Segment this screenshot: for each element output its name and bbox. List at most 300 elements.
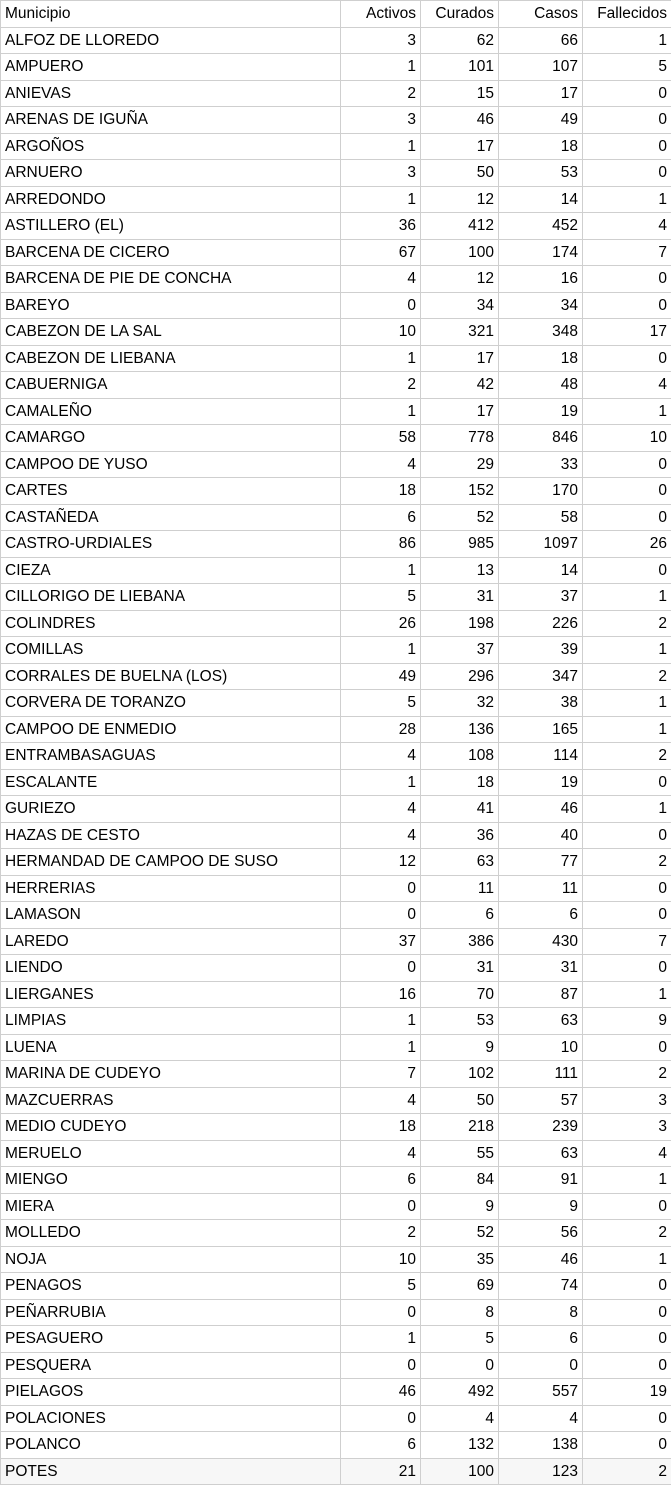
table-row[interactable] bbox=[1, 1299, 671, 1326]
cell-fallecidos[interactable]: 0 bbox=[583, 557, 671, 584]
table-row[interactable] bbox=[1, 663, 671, 690]
table-row[interactable] bbox=[1, 1326, 671, 1353]
table-row[interactable] bbox=[1, 213, 671, 240]
table-row[interactable] bbox=[1, 398, 671, 425]
cell-municipio[interactable]: COLINDRES bbox=[1, 610, 341, 637]
cell-fallecidos[interactable]: 3 bbox=[583, 1087, 671, 1114]
cell-casos[interactable]: 557 bbox=[499, 1379, 583, 1406]
cell-curados[interactable]: 17 bbox=[421, 345, 499, 372]
cell-municipio[interactable]: BAREYO bbox=[1, 292, 341, 319]
cell-municipio[interactable]: ARGOÑOS bbox=[1, 133, 341, 160]
cell-fallecidos[interactable]: 0 bbox=[583, 1352, 671, 1379]
table-row[interactable] bbox=[1, 27, 671, 54]
cell-municipio[interactable]: GURIEZO bbox=[1, 796, 341, 823]
cell-casos[interactable]: 48 bbox=[499, 372, 583, 399]
cell-curados[interactable]: 152 bbox=[421, 478, 499, 505]
cell-municipio[interactable]: ARENAS DE IGUÑA bbox=[1, 107, 341, 134]
cell-activos[interactable]: 1 bbox=[341, 557, 421, 584]
cell-curados[interactable]: 386 bbox=[421, 928, 499, 955]
table-row[interactable] bbox=[1, 1008, 671, 1035]
cell-casos[interactable]: 17 bbox=[499, 80, 583, 107]
cell-municipio[interactable]: POLACIONES bbox=[1, 1405, 341, 1432]
cell-activos[interactable]: 28 bbox=[341, 716, 421, 743]
cell-activos[interactable]: 0 bbox=[341, 955, 421, 982]
cell-municipio[interactable]: CABEZON DE LIEBANA bbox=[1, 345, 341, 372]
cell-municipio[interactable]: HAZAS DE CESTO bbox=[1, 822, 341, 849]
cell-fallecidos[interactable]: 0 bbox=[583, 266, 671, 293]
cell-casos[interactable]: 46 bbox=[499, 1246, 583, 1273]
cell-casos[interactable]: 18 bbox=[499, 133, 583, 160]
cell-casos[interactable]: 6 bbox=[499, 902, 583, 929]
cell-curados[interactable]: 46 bbox=[421, 107, 499, 134]
cell-activos[interactable]: 36 bbox=[341, 213, 421, 240]
cell-municipio[interactable]: MARINA DE CUDEYO bbox=[1, 1061, 341, 1088]
table-row[interactable] bbox=[1, 345, 671, 372]
cell-activos[interactable]: 10 bbox=[341, 319, 421, 346]
cell-municipio[interactable]: CABEZON DE LA SAL bbox=[1, 319, 341, 346]
cell-fallecidos[interactable]: 1 bbox=[583, 1167, 671, 1194]
cell-curados[interactable]: 9 bbox=[421, 1034, 499, 1061]
cell-fallecidos[interactable]: 1 bbox=[583, 27, 671, 54]
cell-fallecidos[interactable]: 2 bbox=[583, 849, 671, 876]
cell-municipio[interactable]: PENAGOS bbox=[1, 1273, 341, 1300]
cell-casos[interactable]: 34 bbox=[499, 292, 583, 319]
table-row[interactable] bbox=[1, 54, 671, 81]
cell-municipio[interactable]: CAMPOO DE ENMEDIO bbox=[1, 716, 341, 743]
cell-curados[interactable]: 12 bbox=[421, 186, 499, 213]
cell-fallecidos[interactable]: 0 bbox=[583, 1299, 671, 1326]
cell-fallecidos[interactable]: 2 bbox=[583, 1061, 671, 1088]
cell-curados[interactable]: 31 bbox=[421, 584, 499, 611]
cell-casos[interactable]: 57 bbox=[499, 1087, 583, 1114]
cell-casos[interactable]: 56 bbox=[499, 1220, 583, 1247]
cell-activos[interactable]: 4 bbox=[341, 822, 421, 849]
cell-municipio[interactable]: CIEZA bbox=[1, 557, 341, 584]
cell-activos[interactable]: 2 bbox=[341, 80, 421, 107]
table-row[interactable] bbox=[1, 796, 671, 823]
cell-fallecidos[interactable]: 9 bbox=[583, 1008, 671, 1035]
cell-curados[interactable]: 41 bbox=[421, 796, 499, 823]
cell-curados[interactable]: 84 bbox=[421, 1167, 499, 1194]
cell-municipio[interactable]: MERUELO bbox=[1, 1140, 341, 1167]
cell-activos[interactable]: 0 bbox=[341, 875, 421, 902]
cell-activos[interactable]: 0 bbox=[341, 902, 421, 929]
cell-casos[interactable]: 846 bbox=[499, 425, 583, 452]
table-row[interactable] bbox=[1, 1087, 671, 1114]
cell-fallecidos[interactable]: 5 bbox=[583, 54, 671, 81]
cell-curados[interactable]: 296 bbox=[421, 663, 499, 690]
table-row[interactable] bbox=[1, 743, 671, 770]
cell-casos[interactable]: 1097 bbox=[499, 531, 583, 558]
cell-casos[interactable]: 170 bbox=[499, 478, 583, 505]
cell-municipio[interactable]: LAREDO bbox=[1, 928, 341, 955]
cell-municipio[interactable]: HERMANDAD DE CAMPOO DE SUSO bbox=[1, 849, 341, 876]
table-row[interactable] bbox=[1, 769, 671, 796]
cell-municipio[interactable]: MIENGO bbox=[1, 1167, 341, 1194]
cell-curados[interactable]: 4 bbox=[421, 1405, 499, 1432]
cell-curados[interactable]: 42 bbox=[421, 372, 499, 399]
cell-casos[interactable]: 14 bbox=[499, 186, 583, 213]
cell-casos[interactable]: 239 bbox=[499, 1114, 583, 1141]
table-row[interactable] bbox=[1, 1432, 671, 1459]
cell-casos[interactable]: 348 bbox=[499, 319, 583, 346]
table-row[interactable] bbox=[1, 690, 671, 717]
cell-fallecidos[interactable]: 7 bbox=[583, 928, 671, 955]
cell-curados[interactable]: 17 bbox=[421, 133, 499, 160]
table-row[interactable] bbox=[1, 372, 671, 399]
cell-curados[interactable]: 18 bbox=[421, 769, 499, 796]
cell-casos[interactable]: 53 bbox=[499, 160, 583, 187]
cell-municipio[interactable]: CAMARGO bbox=[1, 425, 341, 452]
cell-municipio[interactable]: ASTILLERO (EL) bbox=[1, 213, 341, 240]
cell-activos[interactable]: 67 bbox=[341, 239, 421, 266]
cell-activos[interactable]: 3 bbox=[341, 160, 421, 187]
cell-curados[interactable]: 12 bbox=[421, 266, 499, 293]
table-row[interactable] bbox=[1, 1273, 671, 1300]
cell-municipio[interactable]: PESQUERA bbox=[1, 1352, 341, 1379]
table-row[interactable] bbox=[1, 531, 671, 558]
cell-casos[interactable]: 0 bbox=[499, 1352, 583, 1379]
cell-fallecidos[interactable]: 0 bbox=[583, 1193, 671, 1220]
table-row[interactable] bbox=[1, 1405, 671, 1432]
table-row[interactable] bbox=[1, 504, 671, 531]
cell-curados[interactable]: 136 bbox=[421, 716, 499, 743]
cell-municipio[interactable]: CAMALEÑO bbox=[1, 398, 341, 425]
table-row[interactable] bbox=[1, 637, 671, 664]
cell-municipio[interactable]: LAMASON bbox=[1, 902, 341, 929]
table-row[interactable] bbox=[1, 716, 671, 743]
cell-municipio[interactable]: AMPUERO bbox=[1, 54, 341, 81]
table-row[interactable] bbox=[1, 425, 671, 452]
cell-activos[interactable]: 0 bbox=[341, 1405, 421, 1432]
table-row[interactable] bbox=[1, 1379, 671, 1406]
cell-activos[interactable]: 1 bbox=[341, 398, 421, 425]
cell-activos[interactable]: 0 bbox=[341, 292, 421, 319]
cell-activos[interactable]: 3 bbox=[341, 107, 421, 134]
cell-casos[interactable]: 9 bbox=[499, 1193, 583, 1220]
cell-municipio[interactable]: POLANCO bbox=[1, 1432, 341, 1459]
cell-fallecidos[interactable]: 1 bbox=[583, 186, 671, 213]
cell-fallecidos[interactable]: 0 bbox=[583, 292, 671, 319]
cell-municipio[interactable]: BARCENA DE CICERO bbox=[1, 239, 341, 266]
cell-municipio[interactable]: LUENA bbox=[1, 1034, 341, 1061]
cell-curados[interactable]: 52 bbox=[421, 504, 499, 531]
cell-fallecidos[interactable]: 2 bbox=[583, 743, 671, 770]
cell-fallecidos[interactable]: 0 bbox=[583, 1432, 671, 1459]
cell-curados[interactable]: 55 bbox=[421, 1140, 499, 1167]
cell-municipio[interactable]: LIENDO bbox=[1, 955, 341, 982]
cell-activos[interactable]: 1 bbox=[341, 54, 421, 81]
cell-curados[interactable]: 31 bbox=[421, 955, 499, 982]
cell-fallecidos[interactable]: 0 bbox=[583, 1326, 671, 1353]
cell-curados[interactable]: 36 bbox=[421, 822, 499, 849]
table-row[interactable] bbox=[1, 557, 671, 584]
cell-curados[interactable]: 29 bbox=[421, 451, 499, 478]
cell-activos[interactable]: 4 bbox=[341, 1140, 421, 1167]
table-row[interactable] bbox=[1, 133, 671, 160]
cell-fallecidos[interactable]: 2 bbox=[583, 1458, 671, 1485]
cell-activos[interactable]: 2 bbox=[341, 1220, 421, 1247]
cell-fallecidos[interactable]: 10 bbox=[583, 425, 671, 452]
cell-fallecidos[interactable]: 2 bbox=[583, 1220, 671, 1247]
table-row[interactable] bbox=[1, 928, 671, 955]
cell-casos[interactable]: 10 bbox=[499, 1034, 583, 1061]
cell-fallecidos[interactable]: 4 bbox=[583, 1140, 671, 1167]
cell-fallecidos[interactable]: 0 bbox=[583, 478, 671, 505]
cell-fallecidos[interactable]: 0 bbox=[583, 1405, 671, 1432]
table-row[interactable] bbox=[1, 186, 671, 213]
cell-curados[interactable]: 13 bbox=[421, 557, 499, 584]
cell-municipio[interactable]: CASTAÑEDA bbox=[1, 504, 341, 531]
cell-casos[interactable]: 49 bbox=[499, 107, 583, 134]
cell-curados[interactable]: 412 bbox=[421, 213, 499, 240]
table-row[interactable] bbox=[1, 1034, 671, 1061]
cell-activos[interactable]: 37 bbox=[341, 928, 421, 955]
cell-casos[interactable]: 66 bbox=[499, 27, 583, 54]
cell-curados[interactable]: 69 bbox=[421, 1273, 499, 1300]
table-row[interactable] bbox=[1, 1140, 671, 1167]
cell-activos[interactable]: 86 bbox=[341, 531, 421, 558]
cell-curados[interactable]: 100 bbox=[421, 1458, 499, 1485]
cell-municipio[interactable]: CILLORIGO DE LIEBANA bbox=[1, 584, 341, 611]
table-row[interactable] bbox=[1, 610, 671, 637]
cell-activos[interactable]: 6 bbox=[341, 504, 421, 531]
cell-curados[interactable]: 101 bbox=[421, 54, 499, 81]
cell-activos[interactable]: 49 bbox=[341, 663, 421, 690]
cell-curados[interactable]: 17 bbox=[421, 398, 499, 425]
cell-activos[interactable]: 5 bbox=[341, 584, 421, 611]
cell-municipio[interactable]: ENTRAMBASAGUAS bbox=[1, 743, 341, 770]
cell-curados[interactable]: 52 bbox=[421, 1220, 499, 1247]
cell-fallecidos[interactable]: 0 bbox=[583, 955, 671, 982]
cell-curados[interactable]: 6 bbox=[421, 902, 499, 929]
table-row[interactable] bbox=[1, 160, 671, 187]
cell-casos[interactable]: 430 bbox=[499, 928, 583, 955]
cell-casos[interactable]: 46 bbox=[499, 796, 583, 823]
cell-casos[interactable]: 452 bbox=[499, 213, 583, 240]
table-row[interactable] bbox=[1, 1458, 671, 1485]
table-row[interactable] bbox=[1, 1167, 671, 1194]
cell-fallecidos[interactable]: 4 bbox=[583, 213, 671, 240]
cell-fallecidos[interactable]: 3 bbox=[583, 1114, 671, 1141]
cell-fallecidos[interactable]: 0 bbox=[583, 504, 671, 531]
cell-casos[interactable]: 91 bbox=[499, 1167, 583, 1194]
cell-activos[interactable]: 4 bbox=[341, 796, 421, 823]
cell-fallecidos[interactable]: 0 bbox=[583, 902, 671, 929]
cell-curados[interactable]: 70 bbox=[421, 981, 499, 1008]
cell-fallecidos[interactable]: 19 bbox=[583, 1379, 671, 1406]
cell-curados[interactable]: 8 bbox=[421, 1299, 499, 1326]
cell-municipio[interactable]: LIERGANES bbox=[1, 981, 341, 1008]
cell-curados[interactable]: 778 bbox=[421, 425, 499, 452]
cell-activos[interactable]: 1 bbox=[341, 1034, 421, 1061]
cell-casos[interactable]: 33 bbox=[499, 451, 583, 478]
cell-casos[interactable]: 77 bbox=[499, 849, 583, 876]
cell-activos[interactable]: 4 bbox=[341, 1087, 421, 1114]
cell-activos[interactable]: 5 bbox=[341, 690, 421, 717]
cell-activos[interactable]: 3 bbox=[341, 27, 421, 54]
cell-activos[interactable]: 18 bbox=[341, 1114, 421, 1141]
table-row[interactable] bbox=[1, 1352, 671, 1379]
cell-municipio[interactable]: CAMPOO DE YUSO bbox=[1, 451, 341, 478]
cell-casos[interactable]: 58 bbox=[499, 504, 583, 531]
table-row[interactable] bbox=[1, 266, 671, 293]
cell-fallecidos[interactable]: 0 bbox=[583, 769, 671, 796]
cell-casos[interactable]: 38 bbox=[499, 690, 583, 717]
cell-activos[interactable]: 7 bbox=[341, 1061, 421, 1088]
cell-municipio[interactable]: ESCALANTE bbox=[1, 769, 341, 796]
cell-activos[interactable]: 4 bbox=[341, 266, 421, 293]
cell-casos[interactable]: 11 bbox=[499, 875, 583, 902]
cell-casos[interactable]: 37 bbox=[499, 584, 583, 611]
cell-fallecidos[interactable]: 0 bbox=[583, 107, 671, 134]
cell-curados[interactable]: 108 bbox=[421, 743, 499, 770]
cell-casos[interactable]: 138 bbox=[499, 1432, 583, 1459]
table-row[interactable] bbox=[1, 451, 671, 478]
cell-casos[interactable]: 39 bbox=[499, 637, 583, 664]
cell-municipio[interactable]: CORVERA DE TORANZO bbox=[1, 690, 341, 717]
cell-curados[interactable]: 100 bbox=[421, 239, 499, 266]
cell-casos[interactable]: 16 bbox=[499, 266, 583, 293]
cell-fallecidos[interactable]: 1 bbox=[583, 981, 671, 1008]
table-row[interactable] bbox=[1, 822, 671, 849]
cell-municipio[interactable]: LIMPIAS bbox=[1, 1008, 341, 1035]
cell-casos[interactable]: 123 bbox=[499, 1458, 583, 1485]
cell-curados[interactable]: 53 bbox=[421, 1008, 499, 1035]
cell-municipio[interactable]: MEDIO CUDEYO bbox=[1, 1114, 341, 1141]
cell-municipio[interactable]: MAZCUERRAS bbox=[1, 1087, 341, 1114]
cell-activos[interactable]: 0 bbox=[341, 1299, 421, 1326]
table-row[interactable] bbox=[1, 1114, 671, 1141]
cell-activos[interactable]: 1 bbox=[341, 769, 421, 796]
cell-activos[interactable]: 2 bbox=[341, 372, 421, 399]
cell-casos[interactable]: 174 bbox=[499, 239, 583, 266]
cell-activos[interactable]: 1 bbox=[341, 637, 421, 664]
cell-activos[interactable]: 16 bbox=[341, 981, 421, 1008]
cell-fallecidos[interactable]: 1 bbox=[583, 637, 671, 664]
cell-fallecidos[interactable]: 0 bbox=[583, 875, 671, 902]
cell-casos[interactable]: 19 bbox=[499, 769, 583, 796]
cell-fallecidos[interactable]: 1 bbox=[583, 796, 671, 823]
cell-municipio[interactable]: MIERA bbox=[1, 1193, 341, 1220]
table-row[interactable] bbox=[1, 80, 671, 107]
cell-municipio[interactable]: PESAGUERO bbox=[1, 1326, 341, 1353]
cell-casos[interactable]: 74 bbox=[499, 1273, 583, 1300]
cell-curados[interactable]: 102 bbox=[421, 1061, 499, 1088]
cell-activos[interactable]: 58 bbox=[341, 425, 421, 452]
cell-municipio[interactable]: HERRERIAS bbox=[1, 875, 341, 902]
cell-fallecidos[interactable]: 17 bbox=[583, 319, 671, 346]
cell-municipio[interactable]: CARTES bbox=[1, 478, 341, 505]
cell-casos[interactable]: 8 bbox=[499, 1299, 583, 1326]
cell-curados[interactable]: 0 bbox=[421, 1352, 499, 1379]
table-row[interactable] bbox=[1, 902, 671, 929]
cell-curados[interactable]: 5 bbox=[421, 1326, 499, 1353]
cell-municipio[interactable]: ALFOZ DE LLOREDO bbox=[1, 27, 341, 54]
cell-curados[interactable]: 11 bbox=[421, 875, 499, 902]
cell-municipio[interactable]: COMILLAS bbox=[1, 637, 341, 664]
table-row[interactable] bbox=[1, 955, 671, 982]
cell-curados[interactable]: 321 bbox=[421, 319, 499, 346]
cell-municipio[interactable]: POTES bbox=[1, 1458, 341, 1485]
table-row[interactable] bbox=[1, 319, 671, 346]
table-row[interactable] bbox=[1, 239, 671, 266]
cell-fallecidos[interactable]: 1 bbox=[583, 1246, 671, 1273]
cell-activos[interactable]: 0 bbox=[341, 1352, 421, 1379]
cell-curados[interactable]: 32 bbox=[421, 690, 499, 717]
cell-casos[interactable]: 114 bbox=[499, 743, 583, 770]
table-row[interactable] bbox=[1, 584, 671, 611]
cell-fallecidos[interactable]: 0 bbox=[583, 822, 671, 849]
cell-curados[interactable]: 198 bbox=[421, 610, 499, 637]
cell-curados[interactable]: 34 bbox=[421, 292, 499, 319]
cell-fallecidos[interactable]: 2 bbox=[583, 663, 671, 690]
table-row[interactable] bbox=[1, 107, 671, 134]
cell-curados[interactable]: 37 bbox=[421, 637, 499, 664]
cell-casos[interactable]: 6 bbox=[499, 1326, 583, 1353]
table-row[interactable] bbox=[1, 875, 671, 902]
cell-activos[interactable]: 6 bbox=[341, 1167, 421, 1194]
cell-municipio[interactable]: NOJA bbox=[1, 1246, 341, 1273]
table-row[interactable] bbox=[1, 292, 671, 319]
cell-activos[interactable]: 1 bbox=[341, 1326, 421, 1353]
table-row[interactable] bbox=[1, 981, 671, 1008]
cell-municipio[interactable]: ARREDONDO bbox=[1, 186, 341, 213]
cell-municipio[interactable]: BARCENA DE PIE DE CONCHA bbox=[1, 266, 341, 293]
cell-activos[interactable]: 26 bbox=[341, 610, 421, 637]
cell-fallecidos[interactable]: 1 bbox=[583, 690, 671, 717]
cell-fallecidos[interactable]: 0 bbox=[583, 160, 671, 187]
cell-fallecidos[interactable]: 0 bbox=[583, 1034, 671, 1061]
cell-curados[interactable]: 985 bbox=[421, 531, 499, 558]
cell-curados[interactable]: 9 bbox=[421, 1193, 499, 1220]
table-row[interactable] bbox=[1, 1246, 671, 1273]
cell-activos[interactable]: 21 bbox=[341, 1458, 421, 1485]
cell-municipio[interactable]: ANIEVAS bbox=[1, 80, 341, 107]
cell-casos[interactable]: 107 bbox=[499, 54, 583, 81]
cell-activos[interactable]: 46 bbox=[341, 1379, 421, 1406]
cell-casos[interactable]: 14 bbox=[499, 557, 583, 584]
cell-fallecidos[interactable]: 0 bbox=[583, 133, 671, 160]
cell-activos[interactable]: 1 bbox=[341, 345, 421, 372]
cell-activos[interactable]: 1 bbox=[341, 1008, 421, 1035]
cell-activos[interactable]: 5 bbox=[341, 1273, 421, 1300]
cell-activos[interactable]: 4 bbox=[341, 451, 421, 478]
table-row[interactable] bbox=[1, 1220, 671, 1247]
table-row[interactable] bbox=[1, 849, 671, 876]
cell-fallecidos[interactable]: 2 bbox=[583, 610, 671, 637]
cell-municipio[interactable]: PIELAGOS bbox=[1, 1379, 341, 1406]
cell-activos[interactable]: 1 bbox=[341, 186, 421, 213]
cell-casos[interactable]: 63 bbox=[499, 1008, 583, 1035]
cell-fallecidos[interactable]: 0 bbox=[583, 345, 671, 372]
cell-casos[interactable]: 18 bbox=[499, 345, 583, 372]
cell-municipio[interactable]: CASTRO-URDIALES bbox=[1, 531, 341, 558]
cell-casos[interactable]: 19 bbox=[499, 398, 583, 425]
cell-casos[interactable]: 4 bbox=[499, 1405, 583, 1432]
cell-casos[interactable]: 111 bbox=[499, 1061, 583, 1088]
cell-municipio[interactable]: MOLLEDO bbox=[1, 1220, 341, 1247]
table-row[interactable] bbox=[1, 1061, 671, 1088]
cell-casos[interactable]: 31 bbox=[499, 955, 583, 982]
table-row[interactable] bbox=[1, 478, 671, 505]
cell-casos[interactable]: 63 bbox=[499, 1140, 583, 1167]
cell-casos[interactable]: 347 bbox=[499, 663, 583, 690]
cell-casos[interactable]: 87 bbox=[499, 981, 583, 1008]
cell-casos[interactable]: 165 bbox=[499, 716, 583, 743]
cell-casos[interactable]: 40 bbox=[499, 822, 583, 849]
cell-curados[interactable]: 15 bbox=[421, 80, 499, 107]
